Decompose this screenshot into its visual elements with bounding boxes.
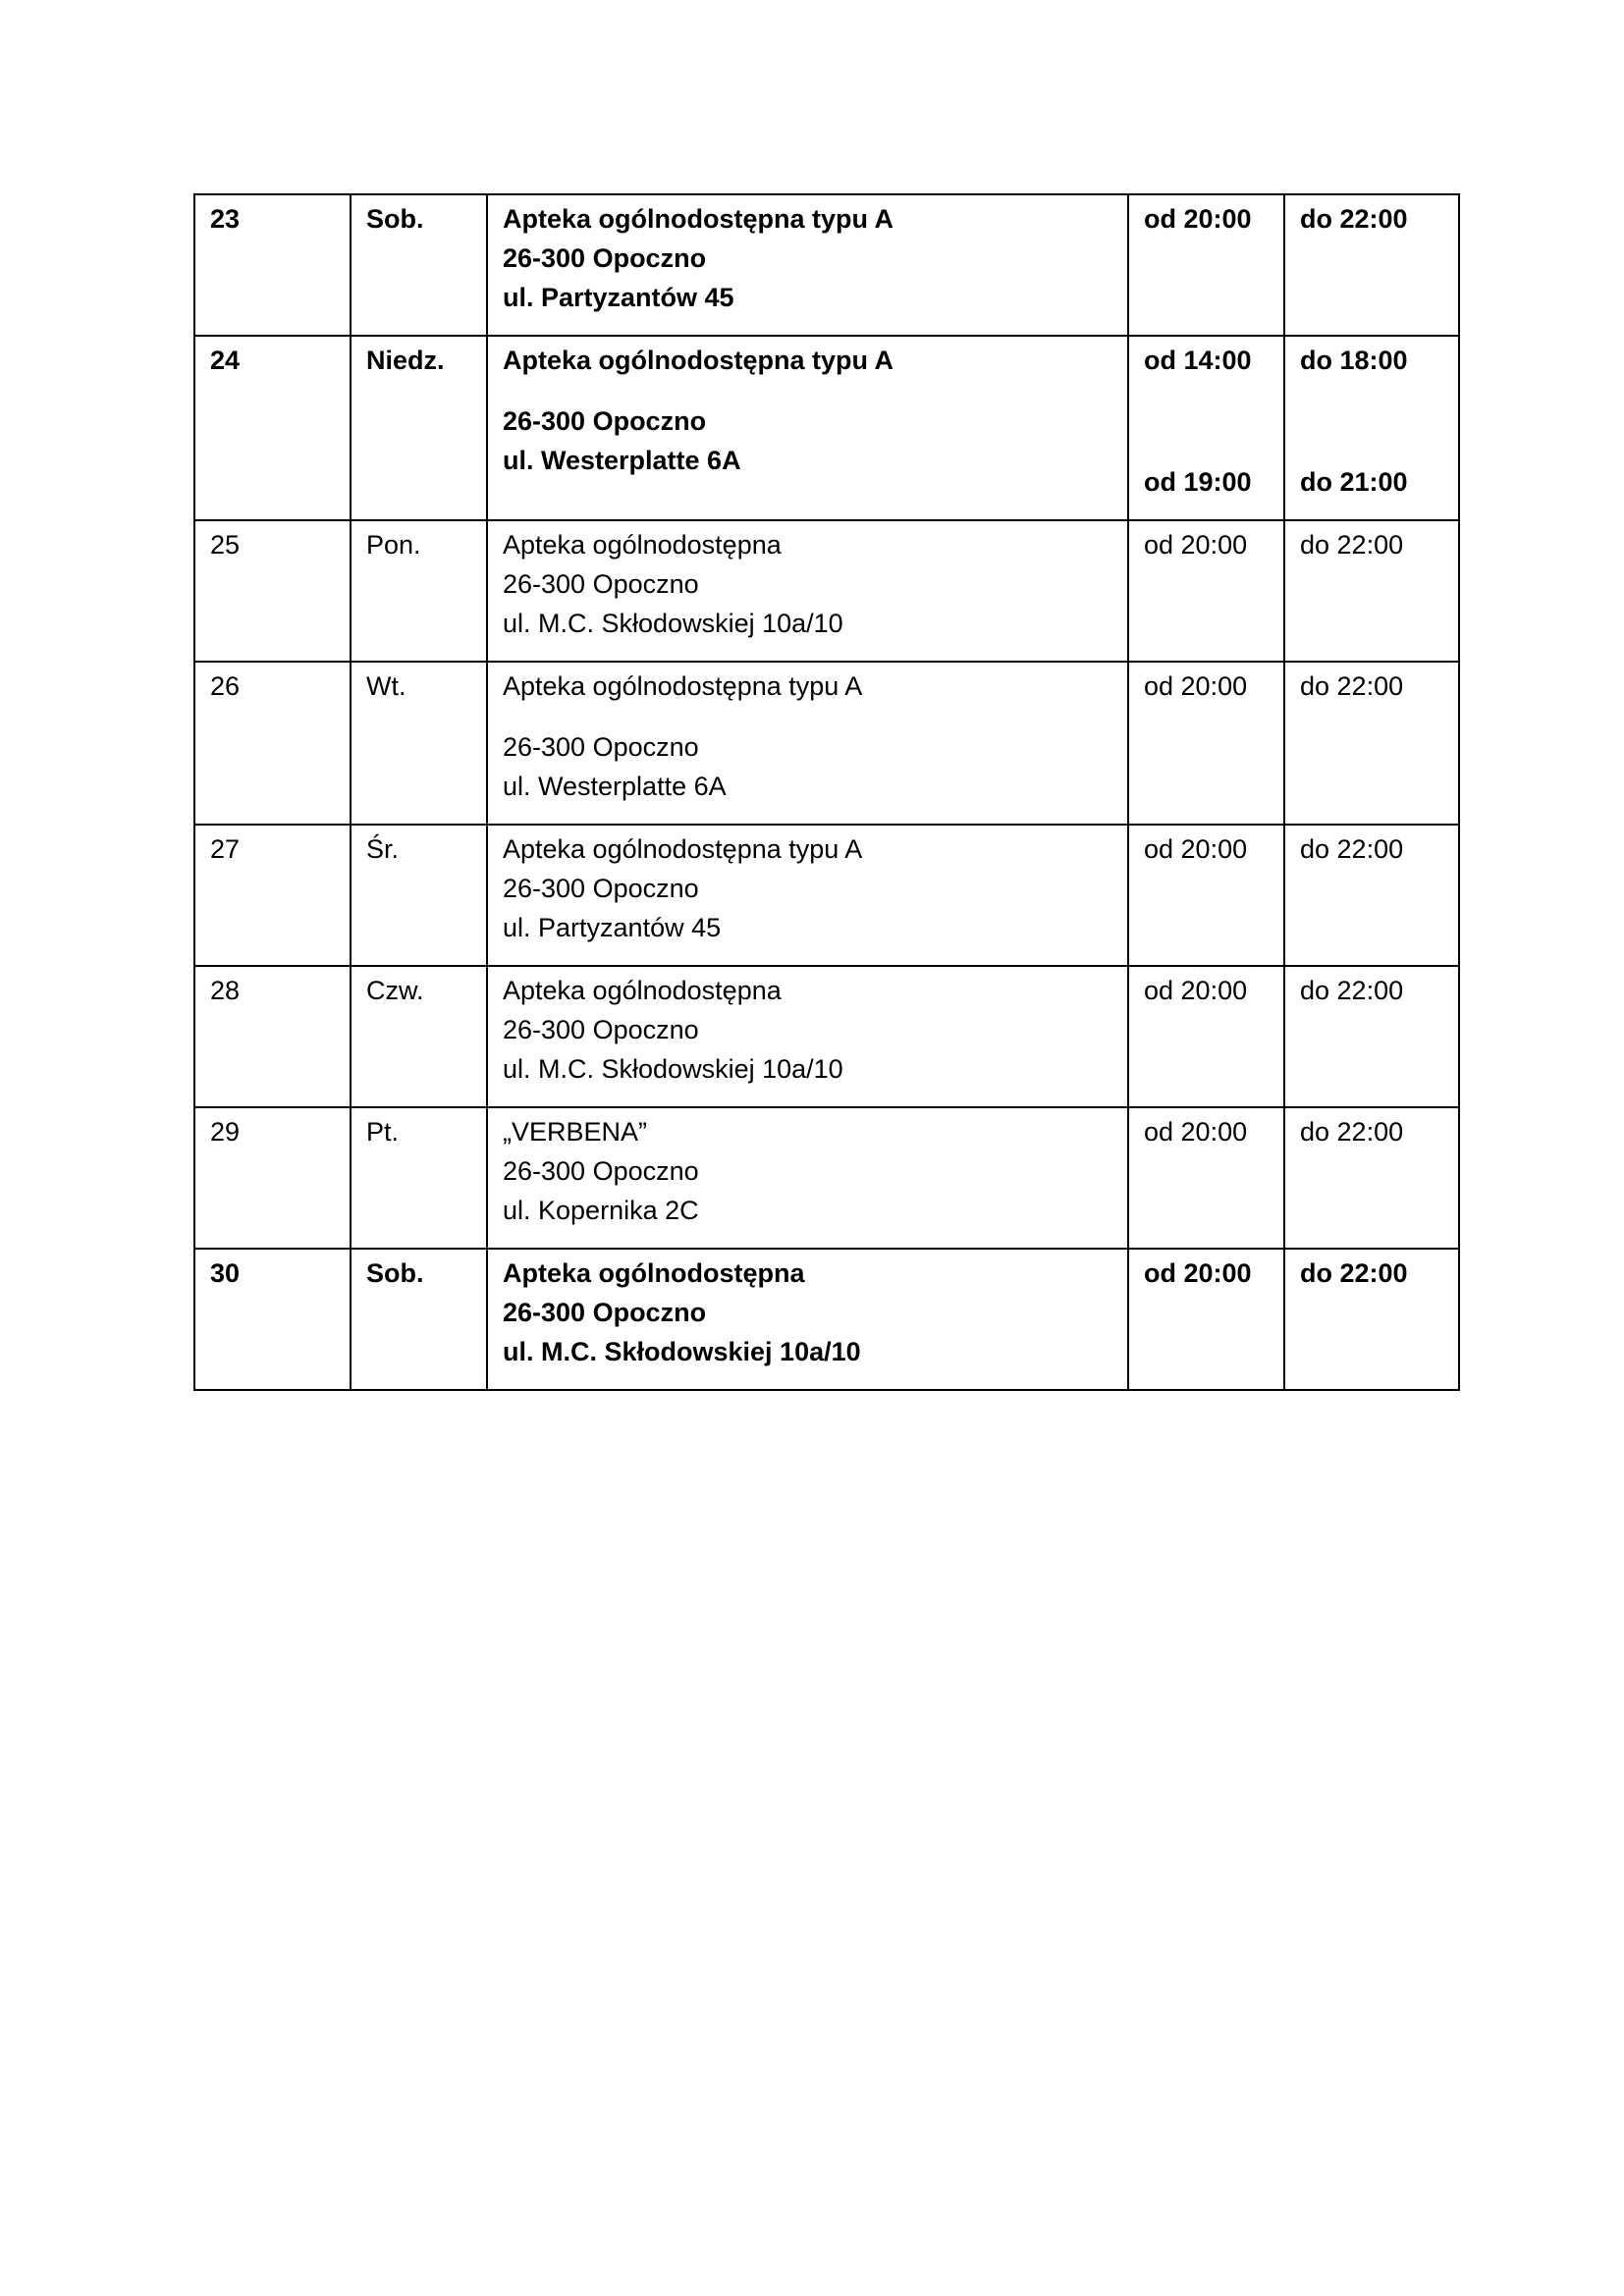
pharmacy-cell: [487, 662, 1128, 825]
table-row: [194, 336, 1459, 520]
time-to-cell: do 22:00: [1284, 662, 1459, 825]
pharmacy-name: Apteka ogólnodostępna typu A: [503, 346, 893, 375]
table-row: [194, 662, 1459, 825]
pharmacy-name: Apteka ogólnodostępna: [503, 976, 782, 1005]
table-row: [194, 1249, 1459, 1390]
time-from-cell: od 20:00: [1128, 1249, 1284, 1390]
time-to-cell: do 22:00: [1284, 825, 1459, 966]
time-to-2: do 21:00: [1300, 467, 1408, 497]
postal-code: 26-300 Opoczno: [503, 732, 699, 762]
pharmacy-cell: [487, 194, 1128, 336]
pharmacy-name: Apteka ogólnodostępna: [503, 1258, 805, 1288]
time-from-cell: od 20:00: [1128, 194, 1284, 336]
street-address: ul. Kopernika 2C: [503, 1196, 699, 1225]
time-to-cell: do 22:00: [1284, 520, 1459, 662]
weekday-cell: Pt.: [351, 1107, 487, 1249]
weekday-cell: Niedz.: [351, 336, 487, 520]
table-row: [194, 520, 1459, 662]
street-address: ul. Partyzantów 45: [503, 283, 734, 312]
time-from-cell: od 20:00: [1128, 520, 1284, 662]
street-address: ul. Westerplatte 6A: [503, 772, 727, 801]
pharmacy-name: „VERBENA”: [503, 1117, 648, 1147]
street-address: ul. Westerplatte 6A: [503, 446, 741, 475]
day-cell: 24: [194, 336, 351, 520]
table-row: [194, 194, 1459, 336]
time-to-cell: [1284, 336, 1459, 520]
postal-code: 26-300 Opoczno: [503, 1015, 699, 1044]
time-from-1: od 14:00: [1144, 346, 1252, 375]
pharmacy-cell: [487, 1249, 1128, 1390]
day-cell: 23: [194, 194, 351, 336]
postal-code: 26-300 Opoczno: [503, 243, 707, 273]
postal-code: 26-300 Opoczno: [503, 1156, 699, 1186]
weekday-cell: Śr.: [351, 825, 487, 966]
day-cell: 28: [194, 966, 351, 1107]
street-address: ul. M.C. Skłodowskiej 10a/10: [503, 1337, 861, 1366]
weekday-cell: Sob.: [351, 194, 487, 336]
table-row: [194, 966, 1459, 1107]
pharmacy-cell: [487, 966, 1128, 1107]
day-cell: 25: [194, 520, 351, 662]
street-address: ul. M.C. Skłodowskiej 10a/10: [503, 1054, 843, 1084]
day-cell: 26: [194, 662, 351, 825]
pharmacy-name: Apteka ogólnodostępna typu A: [503, 671, 863, 701]
table-row: [194, 825, 1459, 966]
time-from-2: od 19:00: [1144, 467, 1252, 497]
pharmacy-cell: [487, 825, 1128, 966]
street-address: ul. Partyzantów 45: [503, 913, 722, 942]
postal-code: 26-300 Opoczno: [503, 1298, 707, 1327]
weekday-cell: Sob.: [351, 1249, 487, 1390]
time-from-cell: od 20:00: [1128, 662, 1284, 825]
pharmacy-cell: [487, 1107, 1128, 1249]
postal-code: 26-300 Opoczno: [503, 874, 699, 903]
postal-code: 26-300 Opoczno: [503, 406, 707, 436]
pharmacy-name: Apteka ogólnodostępna typu A: [503, 204, 893, 234]
time-from-cell: [1128, 336, 1284, 520]
day-cell: 29: [194, 1107, 351, 1249]
weekday-cell: Pon.: [351, 520, 487, 662]
pharmacy-duty-table: [193, 193, 1460, 1391]
time-from-cell: od 20:00: [1128, 825, 1284, 966]
day-cell: 30: [194, 1249, 351, 1390]
street-address: ul. M.C. Skłodowskiej 10a/10: [503, 609, 843, 638]
weekday-cell: Czw.: [351, 966, 487, 1107]
weekday-cell: Wt.: [351, 662, 487, 825]
time-to-cell: do 22:00: [1284, 1249, 1459, 1390]
time-to-cell: do 22:00: [1284, 1107, 1459, 1249]
day-cell: 27: [194, 825, 351, 966]
postal-code: 26-300 Opoczno: [503, 569, 699, 599]
pharmacy-name: Apteka ogólnodostępna typu A: [503, 834, 863, 864]
time-to-1: do 18:00: [1300, 346, 1408, 375]
time-from-cell: od 20:00: [1128, 1107, 1284, 1249]
pharmacy-cell: [487, 520, 1128, 662]
time-to-cell: do 22:00: [1284, 194, 1459, 336]
table-row: [194, 1107, 1459, 1249]
pharmacy-name: Apteka ogólnodostępna: [503, 530, 782, 560]
time-to-cell: do 22:00: [1284, 966, 1459, 1107]
time-from-cell: od 20:00: [1128, 966, 1284, 1107]
pharmacy-cell: [487, 336, 1128, 520]
